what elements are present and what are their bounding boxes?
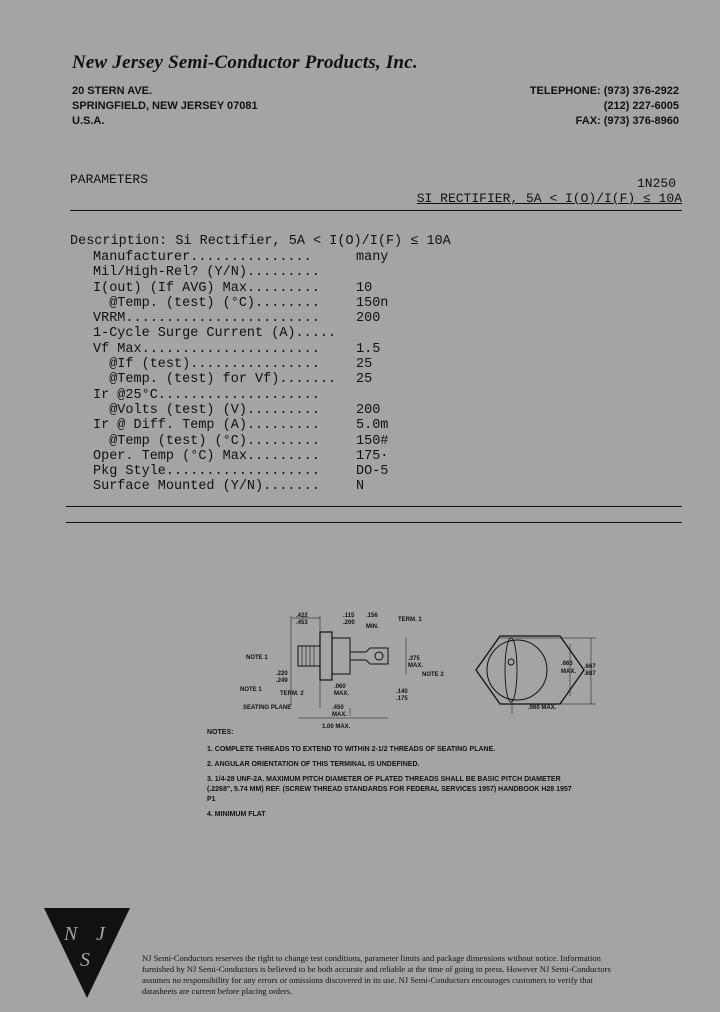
notes-block	[207, 728, 577, 825]
address-line: 20 STERN AVE.	[72, 85, 153, 97]
param-value: 10	[356, 280, 373, 296]
package-outline-drawing	[236, 608, 606, 728]
note-item: 1. COMPLETE THREADS TO EXTEND TO WITHIN 2-1/2 THREADS OF SEATING PLANE.	[207, 746, 496, 753]
dim-label: .156	[366, 613, 378, 619]
param-value: DO-5	[356, 464, 389, 480]
logo-letter: S	[80, 949, 90, 971]
dim-label: .422	[296, 613, 308, 619]
company-name: New Jersey Semi-Conductor Products, Inc.	[72, 52, 418, 73]
param-label: I(out) (If AVG) Max.........	[93, 280, 320, 296]
param-value: 200	[356, 402, 381, 418]
param-label: @If (test)................	[93, 357, 320, 373]
description: Description: Si Rectifier, 5A < I(O)/I(F) ≤ 10A	[70, 234, 451, 249]
phone-block	[530, 84, 679, 129]
dim-label: .175	[396, 696, 408, 702]
dim-label: MIN.	[366, 624, 379, 630]
dim-label: MAX.	[561, 669, 576, 675]
njs-logo	[44, 908, 130, 1000]
dim-label: .249	[276, 678, 288, 684]
body	[332, 638, 350, 674]
dim-label: MAX.	[334, 691, 349, 697]
param-label: @Volts (test) (V).........	[93, 402, 320, 418]
dim-label: .450	[332, 705, 344, 711]
address-line: SPRINGFIELD, NEW JERSEY 07081	[72, 100, 258, 112]
dim-label: MAX.	[408, 663, 423, 669]
param-value: 150#	[356, 433, 389, 449]
part-subtitle: SI RECTIFIER, 5A < I(O)/I(F) ≤ 10A	[416, 191, 682, 206]
param-value: 25	[356, 357, 373, 373]
param-label: Pkg Style...................	[93, 464, 320, 480]
param-value: 200	[356, 311, 381, 327]
dim-label: .375	[408, 656, 420, 662]
hex-base	[320, 632, 332, 680]
param-value: 150n	[356, 295, 389, 311]
param-value: many	[356, 250, 389, 265]
dim-label: .453	[296, 620, 308, 626]
param-label: @Temp. (test) (°C)........	[93, 295, 320, 311]
dim-label: NOTE 1	[246, 655, 268, 661]
fax: FAX: (973) 376-8960	[575, 115, 679, 127]
divider-bottom-2	[66, 522, 682, 523]
dim-label: TERM. 1	[398, 617, 422, 623]
logo-letter: N	[64, 923, 78, 945]
dim-label: 1.00 MAX.	[322, 724, 351, 728]
param-label: Mil/High-Rel? (Y/N).........	[93, 265, 320, 281]
param-value: 1.5	[356, 341, 381, 357]
dim-label: .140	[396, 689, 408, 695]
logo-letter: J	[96, 923, 105, 945]
telephone: TELEPHONE: (973) 376-2922	[529, 85, 679, 97]
dim-label: TERM. 2	[280, 691, 304, 697]
notes-heading: NOTES:	[207, 729, 234, 736]
part-number: 1N250	[636, 176, 676, 191]
param-label: 1-Cycle Surge Current (A).....	[93, 326, 337, 342]
param-label: Ir @ Diff. Temp (A).........	[93, 418, 320, 434]
dim-label: NOTE 1	[240, 687, 262, 693]
param-label: Ir @25°C....................	[93, 387, 320, 403]
param-value: N	[356, 479, 365, 495]
param-label: @Temp (test) (°C).........	[93, 433, 320, 449]
dim-label: .200	[343, 620, 355, 626]
param-label: VRRM........................	[93, 311, 320, 327]
dim-label: .687	[584, 671, 596, 677]
param-label: @Temp. (test) for Vf).......	[93, 372, 337, 388]
dim-label: .115	[343, 613, 355, 619]
dim-label: .663	[561, 661, 573, 667]
stud-thread	[298, 646, 320, 666]
dim-label: SEATING PLANE	[243, 705, 292, 711]
dim-label: .060 MAX.	[528, 705, 557, 711]
param-label: Manufacturer...............	[93, 250, 312, 265]
dim-label: .220	[276, 671, 288, 677]
param-label: Vf Max......................	[93, 341, 320, 357]
telephone-alt: (212) 227-6005	[603, 100, 679, 112]
section-heading: PARAMETERS	[70, 172, 149, 187]
param-label: Surface Mounted (Y/N).......	[93, 479, 320, 495]
dim-label: .060	[334, 684, 346, 690]
dim-label: NOTE 2	[422, 672, 444, 678]
divider-bottom-1	[66, 506, 682, 507]
param-value: 175·	[356, 448, 389, 464]
note-item: 3. 1/4-28 UNF-2A. MAXIMUM PITCH DIAMETER OF PLATED THREADS SHALL BE BASIC PITCH DIAMETER (.2268", 5.74 MM) REF. (SCREW THREAD STANDARDS FOR FEDERAL SERVICES 1957) HANDBOOK H28 1957 P1	[207, 776, 572, 803]
dim-label: MAX.	[332, 712, 347, 718]
terminal-lug	[350, 648, 388, 664]
param-value: 5.0m	[356, 418, 389, 434]
dim-label: .667	[584, 664, 596, 670]
disclaimer: NJ Semi-Conductors reserves the right to change test conditions, parameter limits and package dimensions without notice. Information furnished by NJ Semi-Conductors is believed to be both accurate and reliable at the time of going to press. However NJ Semi-Conductors assumes no responsibility for any errors or omissions discovered in its use. NJ Semi-Conductors encourages customers to verify that datasheets are current before placing orders.	[142, 953, 611, 996]
divider-top	[70, 210, 682, 211]
param-label: Oper. Temp (°C) Max.........	[93, 448, 320, 464]
note-item: 2. ANGULAR ORIENTATION OF THIS TERMINAL IS UNDEFINED.	[207, 761, 420, 768]
address-line: U.S.A.	[72, 115, 105, 127]
param-value: 25	[356, 372, 373, 388]
address-block	[72, 84, 258, 129]
note-item: 4. MINIMUM FLAT	[207, 811, 266, 818]
